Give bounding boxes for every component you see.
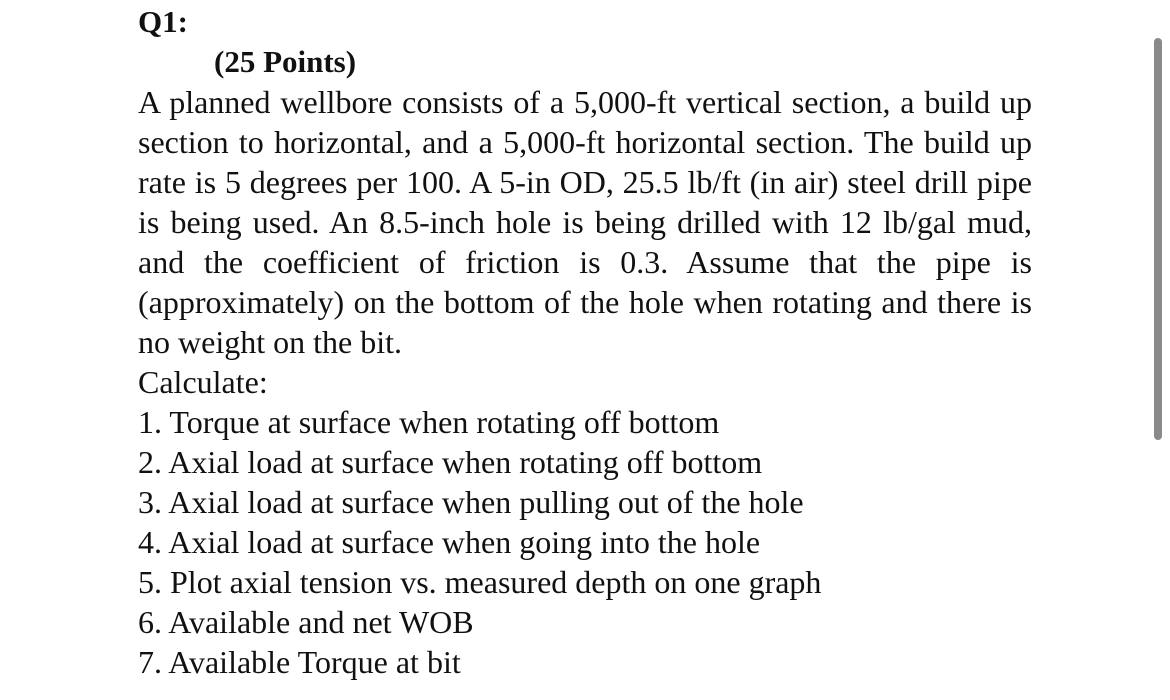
calculate-label: Calculate: bbox=[138, 364, 268, 400]
question-body: A planned wellbore consists of a 5,000-ft vertical section, a build up section to horizontal, and a 5,000-ft horizontal section. The build up rate is 5 degrees per 100. A 5-in OD, 25.5 lb/ft (in air) steel drill pipe is being used. An 8.5-inch hole is being drilled with 12 lb/gal mud, and the coefficient of friction is 0.3. Assume that the pipe is (approximately) on the bottom of the hole when rotating and there is no weight on the bit. bbox=[138, 84, 1032, 360]
question-points: (25 Points) bbox=[214, 44, 357, 79]
task-item-3: 3. Axial load at surface when pulling out of the hole bbox=[138, 484, 804, 520]
vertical-scrollbar[interactable] bbox=[1154, 38, 1162, 440]
task-item-7: 7. Available Torque at bit bbox=[138, 644, 461, 680]
task-list bbox=[138, 402, 821, 682]
task-item-5: 5. Plot axial tension vs. measured depth on one graph bbox=[138, 564, 822, 600]
task-item-1: 1. Torque at surface when rotating off bottom bbox=[138, 404, 720, 440]
task-item-4: 4. Axial load at surface when going into the hole bbox=[138, 524, 761, 560]
task-item-6: 6. Available and net WOB bbox=[138, 604, 474, 640]
task-item-2: 2. Axial load at surface when rotating off bottom bbox=[138, 444, 763, 480]
question-number: Q1: bbox=[138, 4, 188, 39]
